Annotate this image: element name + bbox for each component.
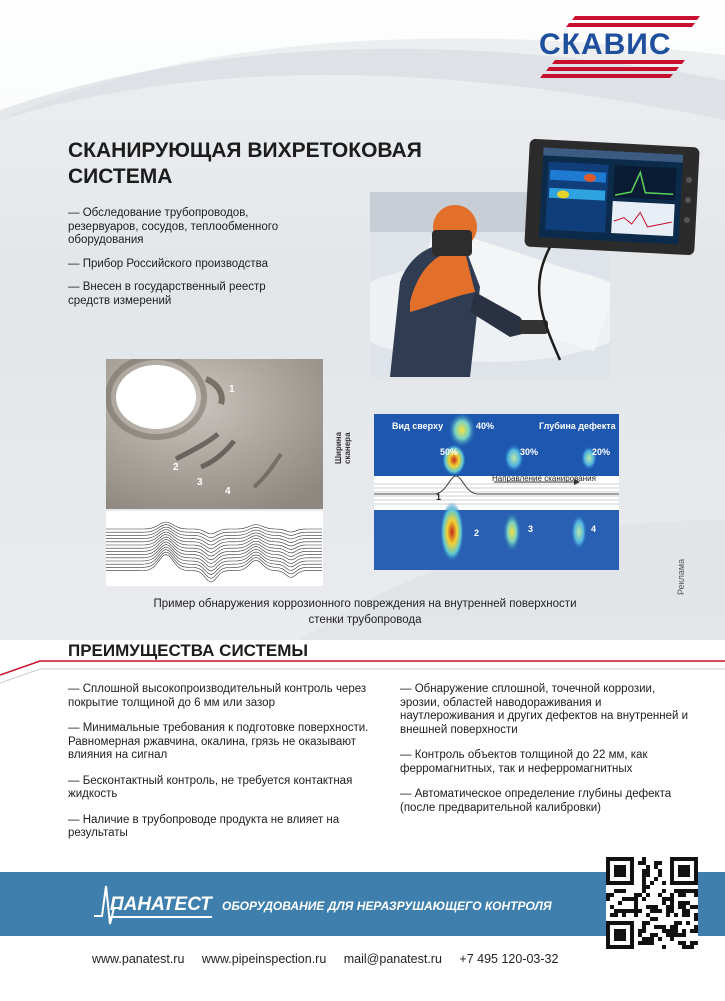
qr-module [678, 889, 682, 893]
defect-depth-label: Глубина дефекта [539, 421, 616, 431]
advantages-title: ПРЕИМУЩЕСТВА СИСТЕМЫ [68, 641, 309, 660]
qr-module [618, 889, 622, 893]
qr-module [638, 893, 642, 897]
qr-module [642, 881, 646, 885]
intro-bullet: — Прибор Российского производства [68, 258, 308, 272]
qr-module [658, 873, 662, 877]
qr-module [646, 905, 650, 909]
qr-module [626, 909, 630, 913]
footer-contacts [92, 952, 572, 966]
qr-module [642, 921, 646, 925]
percent-label-50: 50% [440, 447, 459, 457]
qr-module [634, 909, 638, 913]
qr-module [678, 921, 682, 925]
advantage-item: — Автоматическое определение глубины дефекта (после предварительной калибровки) [400, 788, 695, 815]
qr-module [638, 941, 642, 945]
qr-finder-center [678, 865, 690, 877]
qr-module [666, 913, 670, 917]
phone-number[interactable]: +7 495 120-03-32 [459, 952, 559, 966]
qr-module [634, 913, 638, 917]
pipeinspection-link[interactable]: www.pipeinspection.ru [201, 952, 327, 966]
qr-module [694, 913, 698, 917]
qr-module [658, 909, 662, 913]
qr-module [642, 929, 646, 933]
qr-module [646, 893, 650, 897]
advantages-divider [0, 655, 725, 685]
qr-module [682, 909, 686, 913]
qr-module [662, 897, 666, 901]
intro-bullet-list [68, 207, 308, 318]
qr-module [670, 925, 674, 929]
heat-defect-1: 1 [436, 492, 442, 502]
qr-module [670, 929, 674, 933]
qr-module [662, 925, 666, 929]
qr-module [662, 881, 666, 885]
qr-module [694, 889, 698, 893]
qr-module [638, 929, 642, 933]
qr-module [678, 893, 682, 897]
qr-module [658, 925, 662, 929]
qr-module [666, 909, 670, 913]
defect-label-2: 2 [173, 462, 179, 473]
qr-module [678, 933, 682, 937]
qr-module [610, 893, 614, 897]
qr-module [622, 913, 626, 917]
advantage-item: — Сплошной высокопроизводительный контроль через покрытие толщиной до 6 мм или зазор [68, 683, 388, 710]
qr-module [630, 909, 634, 913]
qr-module [630, 897, 634, 901]
qr-module [642, 925, 646, 929]
tablet-device [524, 139, 699, 256]
qr-module [614, 913, 618, 917]
qr-module [682, 945, 686, 949]
caption-line-1: Пример обнаружения коррозионного повреждения на внутренней поверхности [153, 598, 577, 610]
advantage-item: — Обнаружение сплошной, точечной коррозии, эрозии, областей наводораживания и наутлероживания и других дефектов на внутренней и внешней поверхности [400, 683, 695, 737]
advantages-left-list [68, 683, 388, 853]
tablet-cable [520, 245, 580, 365]
qr-module [670, 897, 674, 901]
qr-module [658, 937, 662, 941]
skavis-logo [525, 10, 710, 80]
qr-module [650, 937, 654, 941]
qr-module [646, 869, 650, 873]
qr-module [694, 929, 698, 933]
qr-module [650, 917, 654, 921]
qr-module [670, 905, 674, 909]
defect-label-1: 1 [229, 384, 235, 395]
qr-module [686, 901, 690, 905]
advertisement-label: Реклама [676, 558, 686, 595]
qr-module [650, 881, 654, 885]
qr-module [678, 905, 682, 909]
qr-module [646, 885, 650, 889]
logo-text: СКАВИС [539, 28, 672, 61]
qr-module [634, 905, 638, 909]
qr-module [646, 913, 650, 917]
qr-module [690, 929, 694, 933]
qr-module [682, 901, 686, 905]
intro-bullet: — Обследование трубопроводов, резервуаров, сосудов, теплообменного оборудования [68, 207, 308, 248]
qr-module [658, 861, 662, 865]
qr-module [674, 925, 678, 929]
qr-module [666, 929, 670, 933]
qr-module [682, 893, 686, 897]
qr-module [642, 857, 646, 861]
pipe-surface-image [106, 359, 323, 509]
heat-defect-3: 3 [528, 524, 534, 534]
qr-module [642, 869, 646, 873]
qr-module [662, 901, 666, 905]
qr-module [674, 933, 678, 937]
heat-defect-4: 4 [591, 524, 597, 534]
company-name: ПАНАТЕСТ [110, 894, 212, 918]
qr-module [666, 897, 670, 901]
advantage-item: — Минимальные требования к подготовке поверхности. Равномерная ржавчина, окалина, грязь не оказывают влияния на сигнал [68, 722, 388, 763]
qr-module [606, 897, 610, 901]
qr-module [678, 901, 682, 905]
qr-module [674, 929, 678, 933]
qr-module [670, 937, 674, 941]
scan-heatmap-figure [334, 412, 619, 572]
qr-code[interactable] [606, 857, 698, 949]
qr-code-pattern [606, 857, 698, 949]
qr-module [610, 905, 614, 909]
qr-module [670, 893, 674, 897]
advantages-right-list [400, 683, 695, 827]
waveform-lines [106, 511, 323, 586]
qr-module [642, 889, 646, 893]
heatmap-y-axis-label [334, 432, 352, 464]
qr-module [686, 945, 690, 949]
qr-module [642, 941, 646, 945]
qr-module [690, 905, 694, 909]
qr-module [626, 897, 630, 901]
qr-module [694, 893, 698, 897]
qr-module [654, 917, 658, 921]
heatmap-plot-area [374, 414, 619, 570]
pipe-surface-photo [106, 359, 323, 509]
qr-module [642, 861, 646, 865]
qr-module [690, 945, 694, 949]
qr-module [694, 941, 698, 945]
qr-module [618, 909, 622, 913]
qr-module [674, 913, 678, 917]
waveform-trace [106, 525, 322, 538]
qr-module [610, 913, 614, 917]
figure-caption [100, 598, 630, 626]
qr-module [642, 873, 646, 877]
qr-module [622, 889, 626, 893]
advantage-item: — Наличие в трубопроводе продукта не влияет на результаты [68, 814, 388, 841]
qr-module [646, 921, 650, 925]
qr-module [642, 897, 646, 901]
qr-module [654, 905, 658, 909]
defect-label-3: 3 [197, 477, 203, 488]
website-link[interactable]: www.panatest.ru [92, 952, 185, 966]
email-link[interactable]: mail@panatest.ru [343, 952, 442, 966]
qr-module [650, 909, 654, 913]
qr-module [682, 941, 686, 945]
percent-label-30: 30% [520, 447, 539, 457]
qr-module [686, 913, 690, 917]
qr-module [622, 897, 626, 901]
qr-module [634, 893, 638, 897]
top-view-label: Вид сверху [392, 421, 444, 431]
qr-module [694, 905, 698, 909]
percent-label-20: 20% [592, 447, 611, 457]
qr-module [618, 901, 622, 905]
qr-module [662, 945, 666, 949]
qr-module [634, 901, 638, 905]
qr-module [690, 941, 694, 945]
intro-bullet: — Внесен в государственный реестр средств измерений [68, 281, 308, 308]
qr-module [682, 933, 686, 937]
qr-module [646, 865, 650, 869]
qr-finder-center [614, 865, 626, 877]
qr-module [682, 889, 686, 893]
waveform-trace [106, 540, 322, 560]
eddy-waveform-plot [106, 511, 323, 586]
qr-module [674, 889, 678, 893]
qr-module [614, 889, 618, 893]
qr-module [654, 933, 658, 937]
qr-module [650, 941, 654, 945]
scan-direction-label: Направление сканирования [492, 474, 596, 483]
qr-module [638, 909, 642, 913]
y-axis-label-line-2: сканера [343, 432, 352, 464]
qr-module [654, 861, 658, 865]
qr-module [646, 941, 650, 945]
qr-module [662, 889, 666, 893]
qr-module [642, 877, 646, 881]
qr-module [686, 909, 690, 913]
heatmap-graphics [374, 414, 619, 570]
qr-module [654, 925, 658, 929]
qr-module [690, 889, 694, 893]
qr-module [650, 933, 654, 937]
qr-module [658, 869, 662, 873]
tablet-screen [539, 147, 684, 244]
qr-module [654, 877, 658, 881]
qr-module [670, 933, 674, 937]
company-tagline: ОБОРУДОВАНИЕ ДЛЯ НЕРАЗРУШАЮЩЕГО КОНТРОЛЯ [222, 899, 552, 913]
qr-module [658, 893, 662, 897]
advantage-item: — Контроль объектов толщиной до 22 мм, как ферромагнитных, так и неферромагнитных [400, 749, 695, 776]
qr-module [682, 913, 686, 917]
qr-module [606, 893, 610, 897]
qr-module [634, 897, 638, 901]
defect-label-4: 4 [225, 486, 231, 497]
qr-module [642, 885, 646, 889]
caption-line-2: стенки трубопровода [308, 614, 422, 626]
qr-module [654, 909, 658, 913]
qr-module [682, 929, 686, 933]
qr-module [674, 921, 678, 925]
y-axis-label-line-1: Ширина [334, 431, 343, 464]
heat-defect-2: 2 [474, 528, 480, 538]
qr-module [642, 937, 646, 941]
qr-module [694, 925, 698, 929]
advantage-item: — Бесконтактный контроль, не требуется контактная жидкость [68, 775, 388, 802]
qr-module [614, 909, 618, 913]
title-line-1: СКАНИРУЮЩАЯ ВИХРЕТОКОВАЯ [68, 139, 422, 162]
qr-module [654, 865, 658, 869]
qr-module [666, 933, 670, 937]
title-line-2: СИСТЕМА [68, 165, 173, 188]
qr-module [678, 941, 682, 945]
qr-module [694, 917, 698, 921]
qr-module [686, 921, 690, 925]
qr-module [638, 933, 642, 937]
qr-module [670, 909, 674, 913]
qr-module [646, 937, 650, 941]
qr-module [682, 905, 686, 909]
qr-module [638, 861, 642, 865]
qr-module [650, 905, 654, 909]
qr-module [646, 873, 650, 877]
percent-label-40: 40% [476, 421, 495, 431]
waveform-trace [106, 537, 322, 556]
qr-module [686, 889, 690, 893]
page-title [68, 138, 422, 190]
qr-module [622, 909, 626, 913]
qr-module [666, 905, 670, 909]
qr-finder-center [614, 929, 626, 941]
qr-module [662, 929, 666, 933]
qr-module [670, 901, 674, 905]
